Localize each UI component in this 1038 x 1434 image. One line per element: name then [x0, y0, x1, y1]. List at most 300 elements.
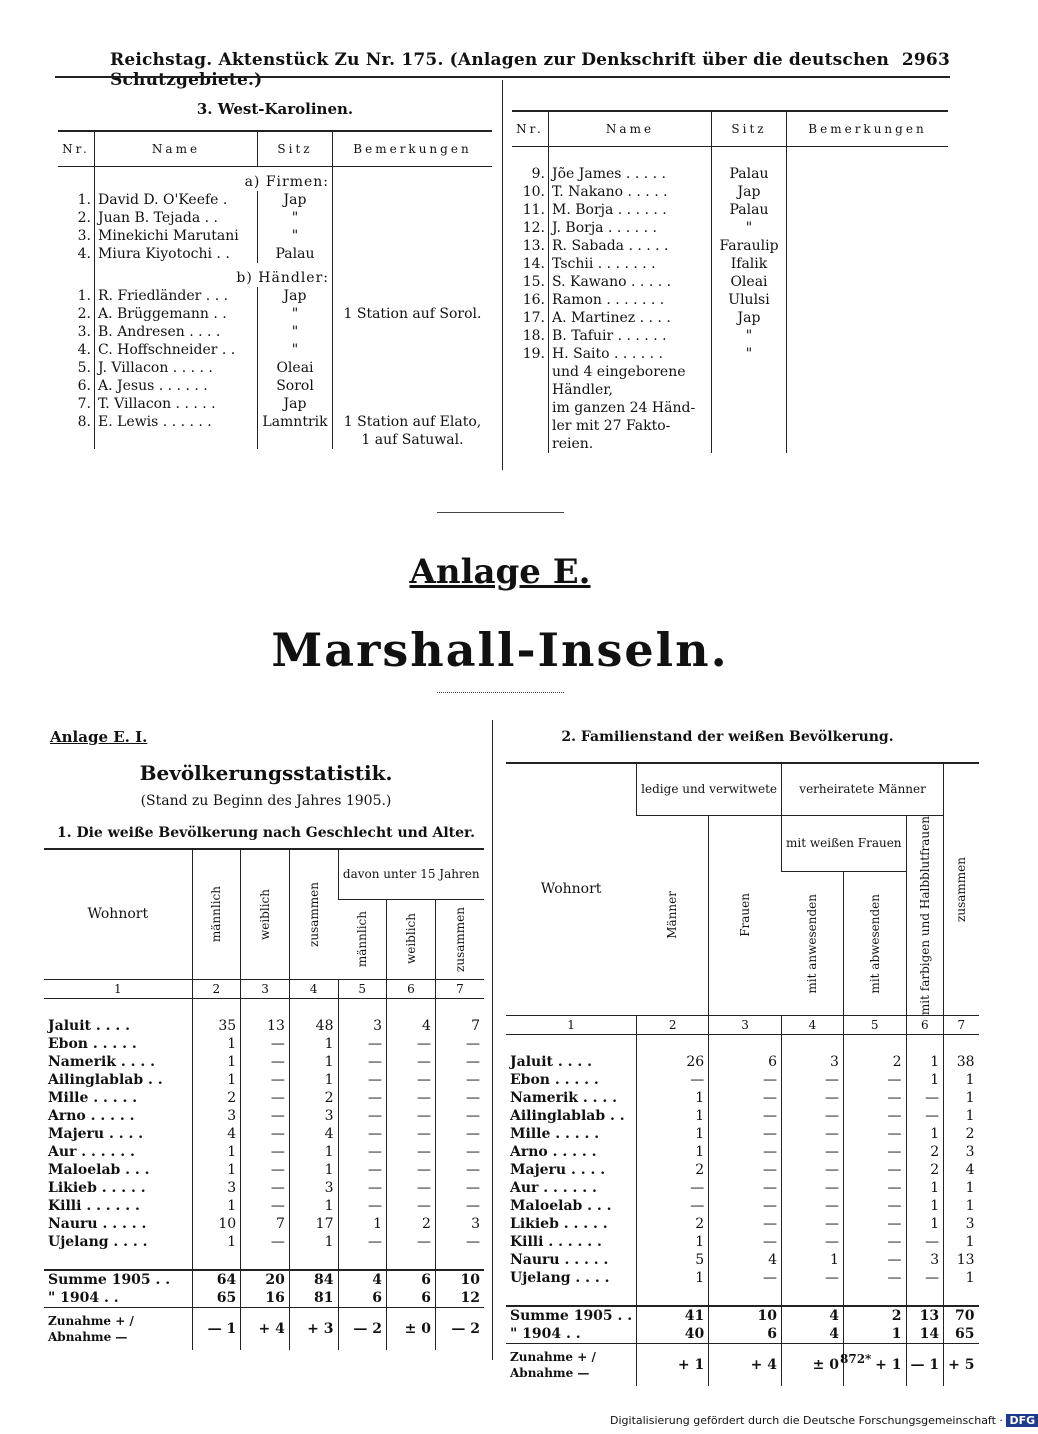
row-value: 1: [944, 1107, 979, 1125]
row-bemerkung: [787, 183, 949, 201]
head-wohnort: Wohnort: [87, 906, 149, 923]
sum-value: 20: [241, 1270, 290, 1289]
row-name: E. Lewis . . . . . .: [95, 413, 258, 431]
sum-row: [44, 1270, 484, 1289]
row-value: 3: [782, 1053, 844, 1071]
row-value: 1: [944, 1197, 979, 1215]
row-value: —: [435, 1089, 484, 1107]
list-item: [58, 305, 492, 323]
row-name: A. Jesus . . . . . .: [95, 377, 258, 395]
table-row: [44, 1125, 484, 1143]
spacer: [386, 998, 435, 1017]
row-value: —: [637, 1197, 709, 1215]
table-row: [44, 1071, 484, 1089]
head-col: zusammen: [289, 849, 338, 979]
row-place: Majeru . . . .: [510, 1161, 606, 1178]
nr-cell: [58, 263, 95, 287]
column-number: 3: [241, 979, 290, 998]
row-nr: 3.: [77, 228, 91, 244]
column-divider: [502, 80, 503, 470]
row-value: 3: [289, 1179, 338, 1197]
row-value: —: [241, 1089, 290, 1107]
row-bemerkung: [787, 345, 949, 363]
row-place: Majeru . . . .: [48, 1125, 144, 1142]
row-value: —: [386, 1107, 435, 1125]
row-name: Ramon . . . . . . .: [549, 291, 712, 309]
column-number: 5: [338, 979, 386, 998]
list-item: [58, 341, 492, 359]
row-value: —: [435, 1107, 484, 1125]
sum-value: 1: [843, 1325, 906, 1344]
row-value: 7: [435, 1017, 484, 1035]
diff-value: + 3: [289, 1307, 338, 1350]
table-row: [506, 1161, 979, 1179]
row-value: 1: [637, 1089, 709, 1107]
spacer: [192, 998, 241, 1017]
diff-value: + 1: [843, 1343, 906, 1386]
row-sitz: [712, 399, 787, 417]
row-value: —: [843, 1215, 906, 1233]
row-place: Ebon . . . . .: [48, 1035, 137, 1052]
row-name: T. Nakano . . . . .: [549, 183, 712, 201]
row-place: Aur . . . . . .: [510, 1179, 597, 1196]
row-nr: [512, 399, 549, 417]
row-place: Namerik . . . .: [48, 1053, 155, 1070]
row-value: —: [782, 1233, 844, 1251]
table-row: [506, 1053, 979, 1071]
row-value: —: [709, 1107, 782, 1125]
row-value: —: [241, 1143, 290, 1161]
table-row: [44, 1035, 484, 1053]
column-divider: [492, 720, 493, 1360]
sum-row: [506, 1325, 979, 1344]
row-value: —: [906, 1233, 944, 1251]
row-nr: 13.: [522, 238, 545, 254]
row-value: 1: [192, 1053, 241, 1071]
row-nr: 7.: [77, 396, 91, 412]
row-value: —: [782, 1125, 844, 1143]
row-value: —: [843, 1179, 906, 1197]
spacer: [906, 1287, 944, 1306]
row-place: Likieb . . . . .: [48, 1179, 146, 1196]
list-item: [512, 345, 948, 363]
row-name: [95, 431, 258, 449]
spacer: [787, 147, 949, 166]
row-value: —: [386, 1125, 435, 1143]
row-value: 1: [289, 1035, 338, 1053]
row-value: —: [241, 1179, 290, 1197]
row-value: —: [782, 1143, 844, 1161]
row-value: 2: [906, 1161, 944, 1179]
row-value: —: [241, 1125, 290, 1143]
row-place: Killi . . . . . .: [48, 1197, 140, 1214]
head-col: mit abwesenden: [843, 872, 906, 1015]
row-place: Ebon . . . . .: [510, 1071, 599, 1088]
row-place: Ujelang . . . .: [48, 1233, 148, 1250]
column-number: 7: [944, 1015, 979, 1034]
head-col: Männer: [665, 891, 680, 939]
row-bemerkung: [333, 377, 493, 395]
spacer: [944, 1287, 979, 1306]
divider-short: [437, 692, 564, 693]
row-sitz: [258, 431, 333, 449]
row-place: Nauru . . . . .: [48, 1215, 147, 1232]
row-nr: 1.: [77, 288, 91, 304]
sum-value: 13: [906, 1306, 944, 1325]
row-value: —: [435, 1233, 484, 1251]
row-value: —: [435, 1125, 484, 1143]
row-value: —: [241, 1197, 290, 1215]
row-value: 1: [906, 1215, 944, 1233]
row-value: 1: [192, 1233, 241, 1251]
row-place: Arno . . . . .: [48, 1107, 135, 1124]
diff-value: — 1: [192, 1307, 241, 1350]
row-place: Maloelab . . .: [510, 1197, 612, 1214]
row-sitz: Palau: [712, 165, 787, 183]
row-name: B. Tafuir . . . . . .: [549, 327, 712, 345]
row-sitz: [712, 381, 787, 399]
note-line: [512, 417, 948, 435]
column-number: 2: [637, 1015, 709, 1034]
spacer: [944, 1034, 979, 1053]
row-sitz: Oleai: [712, 273, 787, 291]
row-name: Juan B. Tejada . .: [95, 209, 258, 227]
row-value: 1: [192, 1197, 241, 1215]
row-sitz: [712, 363, 787, 381]
westkarolinen-title: 3. West-Karolinen.: [196, 100, 354, 118]
row-place: Likieb . . . . .: [510, 1215, 608, 1232]
sum-value: 70: [944, 1306, 979, 1325]
list-item: [512, 183, 948, 201]
spacer: [709, 1034, 782, 1053]
family-table: [506, 762, 979, 1386]
row-value: 38: [944, 1053, 979, 1071]
row-bemerkung: [333, 287, 493, 305]
row-value: —: [386, 1179, 435, 1197]
row-value: —: [386, 1071, 435, 1089]
row-nr: 15.: [522, 274, 545, 290]
spacer: [906, 1034, 944, 1053]
diff-value: + 5: [944, 1343, 979, 1386]
spacer: [289, 998, 338, 1017]
sum-value: 2: [843, 1306, 906, 1325]
row-value: —: [843, 1161, 906, 1179]
row-value: 1: [192, 1161, 241, 1179]
row-value: 3: [192, 1179, 241, 1197]
row-value: 10: [192, 1215, 241, 1233]
list-item: [512, 273, 948, 291]
row-value: 1: [906, 1125, 944, 1143]
sum-value: 10: [709, 1306, 782, 1325]
spacer: [241, 1251, 290, 1270]
row-place: Maloelab . . .: [48, 1161, 150, 1178]
row-nr: 3.: [77, 324, 91, 340]
list-item: [58, 431, 492, 449]
row-nr: 16.: [522, 292, 545, 308]
table-row: [506, 1197, 979, 1215]
row-value: 1: [944, 1089, 979, 1107]
row-value: —: [241, 1053, 290, 1071]
row-value: 3: [289, 1107, 338, 1125]
row-name: R. Sabada . . . . .: [549, 237, 712, 255]
group-label-row: [58, 263, 492, 287]
row-value: —: [241, 1071, 290, 1089]
row-value: 1: [906, 1197, 944, 1215]
list-item: [512, 237, 948, 255]
sum-label: " 1904 . .: [510, 1325, 581, 1342]
diff-value: ± 0: [386, 1307, 435, 1350]
row-sitz: Oleai: [258, 359, 333, 377]
row-value: 2: [386, 1215, 435, 1233]
row-value: 3: [906, 1251, 944, 1269]
row-bemerkung: 1 Station auf Elato,: [333, 413, 493, 431]
row-name: A. Brüggemann . .: [95, 305, 258, 323]
row-value: —: [435, 1143, 484, 1161]
row-place: Ujelang . . . .: [510, 1269, 610, 1286]
note-text: ler mit 27 Fakto-: [549, 417, 712, 435]
sum-value: 84: [289, 1270, 338, 1289]
table-row: [506, 1179, 979, 1197]
row-value: 1: [944, 1269, 979, 1287]
head-col: mit farbigen und Halbblutfrauen: [906, 815, 944, 1015]
row-value: —: [338, 1233, 386, 1251]
sum-label: " 1904 . .: [48, 1289, 119, 1306]
row-value: 6: [709, 1053, 782, 1071]
diff-value: — 2: [338, 1307, 386, 1350]
sum-value: 65: [944, 1325, 979, 1344]
row-name: Minekichi Marutani: [95, 227, 258, 245]
sum-value: 4: [782, 1325, 844, 1344]
row-value: —: [241, 1107, 290, 1125]
row-bemerkung: [787, 417, 949, 435]
row-name: Jõe James . . . . .: [549, 165, 712, 183]
list-item: [512, 201, 948, 219]
row-nr: [58, 431, 95, 449]
row-bemerkung: 1 auf Satuwal.: [333, 431, 493, 449]
note-text: im ganzen 24 Händ-: [549, 399, 712, 417]
sum-value: 64: [192, 1270, 241, 1289]
row-bemerkung: [333, 341, 493, 359]
row-value: —: [338, 1035, 386, 1053]
row-value: 1: [289, 1197, 338, 1215]
col-name: Name: [549, 111, 712, 147]
sum-value: 4: [338, 1270, 386, 1289]
row-value: —: [782, 1089, 844, 1107]
row-name: J. Borja . . . . . .: [549, 219, 712, 237]
sum-value: 10: [435, 1270, 484, 1289]
row-sitz: [712, 417, 787, 435]
row-value: —: [435, 1071, 484, 1089]
row-sitz: ": [258, 323, 333, 341]
row-value: —: [338, 1089, 386, 1107]
row-nr: [512, 363, 549, 381]
row-value: 1: [289, 1053, 338, 1071]
note-line: [512, 381, 948, 399]
row-value: 48: [289, 1017, 338, 1035]
row-value: —: [843, 1089, 906, 1107]
row-place: Jaluit . . . .: [510, 1053, 592, 1070]
list-item: [58, 395, 492, 413]
list-item: [58, 413, 492, 431]
row-sitz: ": [712, 327, 787, 345]
list-item: [512, 291, 948, 309]
list-item: [58, 359, 492, 377]
row-nr: 18.: [522, 328, 545, 344]
row-sitz: ": [258, 209, 333, 227]
sum-value: 6: [386, 1289, 435, 1308]
row-value: —: [338, 1107, 386, 1125]
row-value: 13: [944, 1251, 979, 1269]
row-value: 1: [338, 1215, 386, 1233]
row-nr: [512, 417, 549, 435]
spacer: [637, 1287, 709, 1306]
row-value: —: [782, 1269, 844, 1287]
spacer: [782, 1034, 844, 1053]
sum-row: [506, 1306, 979, 1325]
row-value: —: [782, 1197, 844, 1215]
row-value: 1: [906, 1053, 944, 1071]
row-name: R. Friedländer . . .: [95, 287, 258, 305]
row-value: —: [435, 1161, 484, 1179]
row-value: 4: [289, 1125, 338, 1143]
row-value: —: [843, 1125, 906, 1143]
row-value: 17: [289, 1215, 338, 1233]
row-value: 1: [289, 1161, 338, 1179]
row-place: Killi . . . . . .: [510, 1233, 602, 1250]
row-nr: 9.: [531, 166, 545, 182]
row-nr: [512, 381, 549, 399]
row-sitz: ": [258, 305, 333, 323]
row-name: Miura Kiyotochi . .: [95, 245, 258, 263]
row-nr: 11.: [522, 202, 545, 218]
row-value: —: [386, 1233, 435, 1251]
row-bemerkung: [787, 219, 949, 237]
header-rule: [55, 76, 950, 78]
row-bemerkung: [787, 327, 949, 345]
row-value: —: [843, 1143, 906, 1161]
row-value: —: [338, 1125, 386, 1143]
row-value: 3: [338, 1017, 386, 1035]
note-line: [512, 399, 948, 417]
table-row: [506, 1251, 979, 1269]
row-nr: 14.: [522, 256, 545, 272]
row-value: 1: [289, 1233, 338, 1251]
header-title: Reichstag. Aktenstück Zu Nr. 175. (Anlagen zur Denkschrift über die deutschen Schutzgebiete.): [110, 50, 890, 90]
note-line: [512, 435, 948, 453]
row-bemerkung: [333, 323, 493, 341]
sum-value: 6: [386, 1270, 435, 1289]
section-label: Anlage E. I.: [50, 728, 148, 746]
row-name: J. Villacon . . . . .: [95, 359, 258, 377]
row-place: Ailinglablab . .: [48, 1071, 163, 1088]
row-bemerkung: [787, 201, 949, 219]
row-value: —: [709, 1215, 782, 1233]
row-value: —: [386, 1143, 435, 1161]
spacer: [637, 1034, 709, 1053]
row-value: 1: [782, 1251, 844, 1269]
row-bemerkung: [787, 363, 949, 381]
head-col: zusammen: [435, 899, 484, 979]
head-col: Frauen: [709, 815, 782, 1015]
row-place: Ailinglablab . .: [510, 1107, 625, 1124]
row-bemerkung: [787, 273, 949, 291]
list-item: [58, 209, 492, 227]
row-value: 1: [192, 1035, 241, 1053]
head-col: männlich: [192, 849, 241, 979]
row-value: —: [338, 1197, 386, 1215]
column-number: 5: [843, 1015, 906, 1034]
row-place: Mille . . . . .: [48, 1089, 138, 1106]
list-item: [58, 377, 492, 395]
bem-cell: [333, 263, 493, 287]
row-value: 1: [637, 1125, 709, 1143]
row-bemerkung: [333, 395, 493, 413]
row-value: 7: [241, 1215, 290, 1233]
row-bemerkung: [333, 245, 493, 263]
head-davon: davon unter 15 Jahren: [338, 849, 484, 899]
row-value: 2: [906, 1143, 944, 1161]
spacer: [843, 1287, 906, 1306]
row-nr: 17.: [522, 310, 545, 326]
row-value: —: [843, 1071, 906, 1089]
footer-text: Digitalisierung gefördert durch die Deutsche Forschungsgemeinschaft · DFG: [610, 1412, 1038, 1430]
head-col: weiblich: [386, 899, 435, 979]
table-row: [506, 1125, 979, 1143]
row-value: 1: [944, 1233, 979, 1251]
row-sitz: Faraulip: [712, 237, 787, 255]
row-value: 3: [192, 1107, 241, 1125]
row-value: —: [709, 1143, 782, 1161]
row-value: —: [241, 1233, 290, 1251]
sum-value: 4: [782, 1306, 844, 1325]
row-bemerkung: [787, 291, 949, 309]
row-value: 1: [289, 1143, 338, 1161]
row-value: —: [843, 1251, 906, 1269]
section-subtitle: (Stand zu Beginn des Jahres 1905.): [140, 793, 392, 809]
col-bemerkungen: Bemerkungen: [787, 111, 949, 147]
dfg-logo: DFG: [1006, 1414, 1038, 1427]
table-row: [506, 1089, 979, 1107]
row-value: —: [386, 1053, 435, 1071]
row-value: —: [386, 1035, 435, 1053]
row-nr: 10.: [522, 184, 545, 200]
head-col: zusammen: [944, 763, 979, 1015]
list-item: [512, 309, 948, 327]
row-place: Namerik . . . .: [510, 1089, 617, 1106]
group-label: a) Firmen:: [95, 167, 333, 192]
table-row: [44, 1233, 484, 1251]
row-value: —: [782, 1215, 844, 1233]
row-value: —: [843, 1269, 906, 1287]
row-sitz: Jap: [258, 395, 333, 413]
row-value: —: [435, 1035, 484, 1053]
row-value: —: [386, 1089, 435, 1107]
list-item: [58, 191, 492, 209]
row-bemerkung: [787, 435, 949, 453]
spacer: [241, 998, 290, 1017]
list-item: [512, 165, 948, 183]
row-nr: 2.: [77, 306, 91, 322]
table-row: [506, 1215, 979, 1233]
sum-value: 65: [192, 1289, 241, 1308]
sum-value: 41: [637, 1306, 709, 1325]
row-value: 1: [637, 1143, 709, 1161]
note-line: [512, 363, 948, 381]
row-sitz: ": [712, 219, 787, 237]
row-name: H. Saito . . . . . .: [549, 345, 712, 363]
row-name: S. Kawano . . . . .: [549, 273, 712, 291]
row-sitz: Palau: [258, 245, 333, 263]
